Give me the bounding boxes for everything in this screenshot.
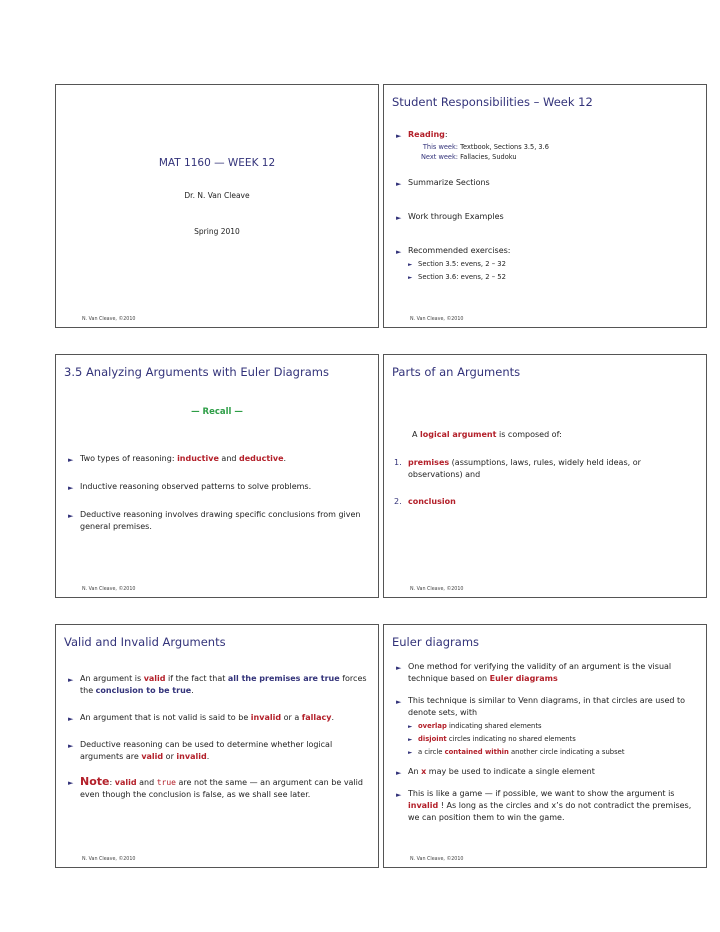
bullet-triangle-icon: ► [68, 715, 74, 723]
list-item: ► Reading: This week: Textbook, Sections 3.5, 3.6 Next week: Fallacies, Sudoku [396, 130, 549, 161]
list-item: ► This technique is similar to Venn diagrams, in that circles are used to denote sets, with ► overlap indicating shared elements ► disjoint circles indicating no shared elements ► a circle contained within another circle indicating a subset [396, 695, 696, 758]
bullet-triangle-icon: ► [68, 676, 74, 684]
numbered-list [394, 457, 684, 508]
bullet-triangle-icon: ► [68, 512, 74, 520]
recall-heading: — Recall — [191, 407, 243, 417]
euler-list [396, 661, 696, 824]
slide-heading: Student Responsibilities – Week 12 [392, 95, 593, 109]
list-item: ► An argument that is not valid is said to be invalid or a fallacy. [68, 713, 335, 723]
bullet-triangle-icon: ► [396, 791, 402, 799]
list-item: ► Recommended exercises: ► Section 3.5: evens, 2 – 32 ► Section 3.6: evens, 2 – 52 [396, 245, 696, 283]
list-item: ► One method for verifying the validity of an argument is the visual technique based on Euler diagrams [396, 662, 672, 683]
slide-heading: Euler diagrams [392, 635, 480, 649]
slide-heading: 3.5 Analyzing Arguments with Euler Diagrams [64, 365, 329, 379]
bullet-triangle-icon: ► [408, 737, 413, 743]
slide-euler-diagrams [383, 624, 707, 868]
footer: N. Van Cleave, ©2010 [82, 317, 136, 322]
slide-euler-recall [55, 354, 379, 598]
list-item: ► Note: valid and true are not the same — an argument can be valid even though the conclusion is false, as we shall see later. [68, 775, 363, 799]
bullet-triangle-icon: ► [408, 275, 413, 281]
responsibility-list [396, 129, 696, 283]
list-item: ► Deductive reasoning can be used to determine whether logical arguments are valid or invalid. [68, 740, 333, 761]
list-item: ► Section 3.5: evens, 2 – 32 [408, 259, 696, 270]
list-item: ► Inductive reasoning observed patterns to solve problems. [68, 482, 312, 492]
list-item: ► Two types of reasoning: inductive and deductive. [68, 454, 287, 464]
intro-text: A logical argument is composed of: [412, 430, 562, 439]
bullet-triangle-icon: ► [396, 214, 402, 222]
list-item: ► Summarize Sections [396, 178, 490, 188]
slide-valid-invalid [55, 624, 379, 868]
bullet-triangle-icon: ► [396, 698, 402, 706]
course-title: MAT 1160 — WEEK 12 [158, 157, 276, 169]
bullet-triangle-icon: ► [396, 132, 402, 140]
slide-responsibilities [383, 84, 707, 328]
list-item: ► a circle contained within another circle indicating a subset [408, 747, 696, 758]
list-item: ► Section 3.6: evens, 2 – 52 [408, 272, 696, 283]
footer: N. Van Cleave, ©2010 [410, 587, 464, 592]
footer: N. Van Cleave, ©2010 [410, 857, 464, 862]
list-item: 2. conclusion [394, 497, 456, 506]
slide-heading: Valid and Invalid Arguments [64, 635, 226, 649]
term: Spring 2010 [194, 227, 240, 236]
bullet-triangle-icon: ► [408, 750, 413, 756]
bullet-triangle-icon: ► [68, 779, 74, 787]
recall-list [68, 453, 368, 533]
valid-list [68, 673, 368, 801]
bullet-triangle-icon: ► [408, 724, 413, 730]
bullet-triangle-icon: ► [396, 180, 402, 188]
bullet-triangle-icon: ► [396, 769, 402, 777]
bullet-triangle-icon: ► [396, 664, 402, 672]
slide-heading: Parts of an Arguments [392, 365, 521, 379]
slide-title [55, 84, 379, 328]
list-item: ► Work through Examples [396, 212, 504, 222]
bullet-triangle-icon: ► [68, 484, 74, 492]
bullet-triangle-icon: ► [396, 248, 402, 256]
list-item: ► An x may be used to indicate a single element [396, 767, 595, 777]
bullet-triangle-icon: ► [68, 742, 74, 750]
footer: N. Van Cleave, ©2010 [82, 587, 136, 592]
list-item: ► disjoint circles indicating no shared elements [408, 734, 696, 745]
slide-parts-of-argument [383, 354, 707, 598]
list-item: 1. premises (assumptions, laws, rules, widely held ideas, or observations) and [394, 458, 641, 479]
bullet-triangle-icon: ► [68, 456, 74, 464]
author: Dr. N. Van Cleave [184, 191, 250, 200]
footer: N. Van Cleave, ©2010 [82, 857, 136, 862]
list-item: ► This is like a game — if possible, we want to show the argument is invalid ! As long as the circles and x’s do not contradict the premises, we can position them to win the game. [396, 789, 692, 822]
list-item: ► Deductive reasoning involves drawing specific conclusions from given general premises. [68, 510, 361, 531]
bullet-triangle-icon: ► [408, 262, 413, 268]
footer: N. Van Cleave, ©2010 [410, 317, 464, 322]
list-item: ► overlap indicating shared elements [408, 721, 696, 732]
list-item: ► An argument is valid if the fact that all the premises are true forces the conclusion to be true. [68, 674, 367, 695]
